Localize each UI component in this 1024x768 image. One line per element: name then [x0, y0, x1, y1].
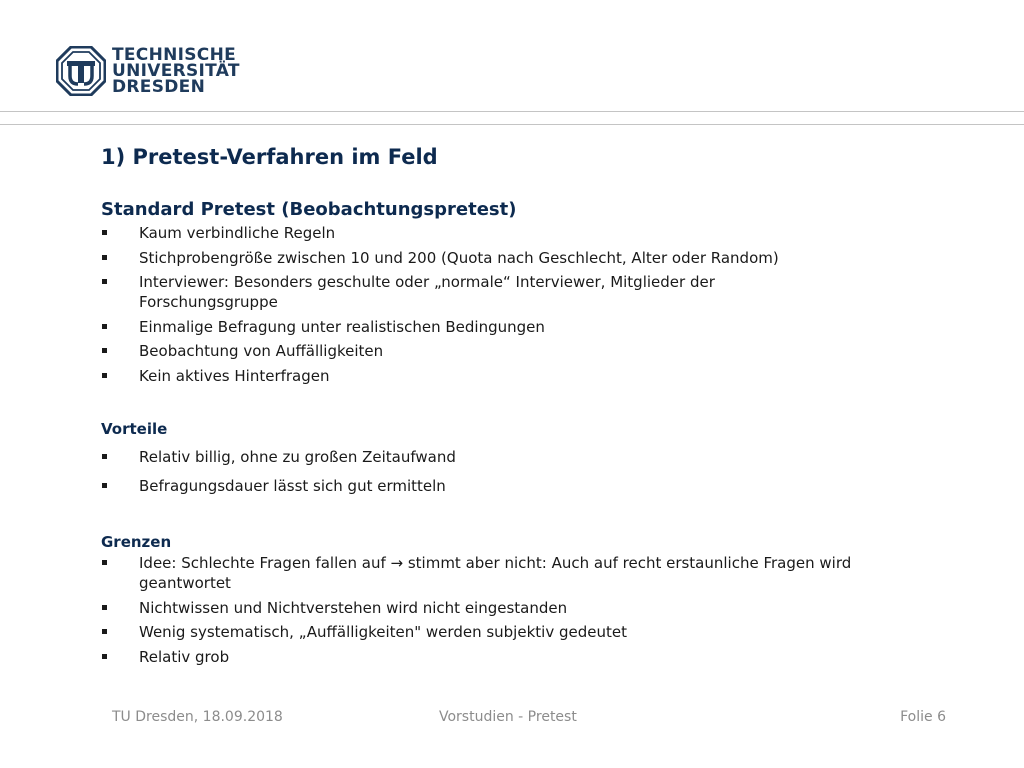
list-item: Idee: Schlechte Fragen fallen auf → stimmt aber nicht: Auch auf recht erstaunliche Fragen wird geantwortet — [101, 553, 939, 593]
section-heading: Standard Pretest (Beobachtungspretest) — [101, 199, 517, 220]
slide-title: 1) Pretest-Verfahren im Feld — [101, 145, 438, 169]
logo-wordmark — [112, 47, 240, 95]
list-item: Wenig systematisch, „Auffälligkeiten" werden subjektiv gedeutet — [101, 622, 941, 642]
section-standard-pretest — [101, 197, 941, 390]
list-item: Stichprobengröße zwischen 10 und 200 (Quota nach Geschlecht, Alter oder Random) — [101, 248, 941, 268]
logo-line-1: TECHNISCHE — [112, 45, 237, 65]
list-item: Kein aktives Hinterfragen — [101, 366, 941, 386]
section-vorteile — [101, 418, 941, 505]
footer-date: TU Dresden, 18.09.2018 — [112, 709, 283, 725]
header-divider-bottom — [0, 124, 1024, 125]
section-grenzen — [101, 531, 941, 671]
university-logo — [56, 46, 240, 96]
header-divider-top — [0, 111, 1024, 112]
list-item: Relativ billig, ohne zu großen Zeitaufwand — [101, 447, 941, 467]
tu-dresden-emblem-icon — [56, 46, 106, 96]
list-item: Kaum verbindliche Regeln — [101, 223, 941, 243]
bullet-list — [101, 553, 941, 667]
footer-topic: Vorstudien - Pretest — [439, 709, 577, 725]
footer-slide-number: Folie 6 — [900, 709, 946, 725]
section-heading: Vorteile — [101, 420, 168, 438]
bullet-list — [101, 447, 941, 496]
logo-line-3: DRESDEN — [112, 77, 206, 97]
section-heading: Grenzen — [101, 533, 172, 551]
logo-line-2: UNIVERSITÄT — [112, 61, 240, 81]
list-item: Interviewer: Besonders geschulte oder „normale“ Interviewer, Mitglieder der Forschungsgruppe — [101, 272, 839, 312]
list-item: Nichtwissen und Nichtverstehen wird nicht eingestanden — [101, 598, 941, 618]
list-item: Beobachtung von Auffälligkeiten — [101, 341, 941, 361]
list-item: Einmalige Befragung unter realistischen Bedingungen — [101, 317, 941, 337]
list-item: Relativ grob — [101, 647, 941, 667]
bullet-list — [101, 223, 941, 386]
list-item: Befragungsdauer lässt sich gut ermitteln — [101, 476, 941, 496]
